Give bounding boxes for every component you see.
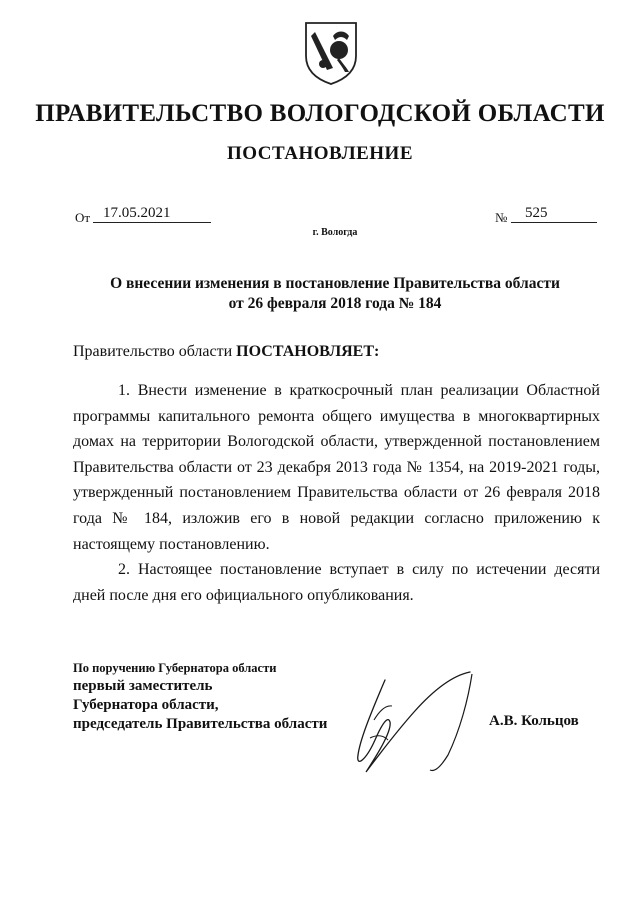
coat-of-arms-icon [303, 20, 359, 86]
signature-line-4: председатель Правительства области [73, 716, 328, 732]
document-subject [70, 274, 600, 314]
number-prefix: № [495, 210, 508, 225]
document-type: ПОСТАНОВЛЕНИЕ [226, 143, 414, 164]
city-label: г. Вологда [312, 227, 358, 238]
organization-title: ПРАВИТЕЛЬСТВО ВОЛОГОДСКОЙ ОБЛАСТИ [35, 100, 605, 127]
signature-line-3: Губернатора области, [73, 697, 219, 713]
paragraph-1: 1. Внести изменение в краткосрочный план реализации Областной программы капитального ремонта общего имущества в многоквартирных домах на территории Вологодской области, утвержденной постановлением Правительства области от 23 декабря 2013 года № 1354, на 2019-2021 годы, утвержденный постановлением Правительства области от 26 февраля 2018 года № 184, изложив его в новой редакции согласно приложению к настоящему постановлению. [73, 382, 600, 553]
document-date: 17.05.2021 [93, 205, 211, 223]
signature-line-2: первый заместитель [73, 678, 213, 694]
paragraph-2: 2. Настоящее постановление вступает в силу по истечении десяти дней после дня его официального опубликования. [73, 561, 600, 604]
date-prefix: От [75, 210, 91, 225]
signature-block [73, 660, 327, 734]
preamble [73, 343, 379, 361]
document-number: 525 [511, 205, 597, 223]
preamble-emphasis: ПОСТАНОВЛЯЕТ: [236, 343, 380, 360]
signer-name: А.В. Кольцов [489, 713, 579, 729]
handwritten-signature [330, 660, 490, 780]
subject-line-1: О внесении изменения в постановление Правительства области [110, 275, 560, 292]
document-body [73, 378, 600, 608]
preamble-text: Правительство области [73, 343, 237, 360]
signature-line-1: По поручению Губернатора области [73, 661, 277, 675]
subject-line-2: от 26 февраля 2018 года № 184 [228, 295, 442, 312]
